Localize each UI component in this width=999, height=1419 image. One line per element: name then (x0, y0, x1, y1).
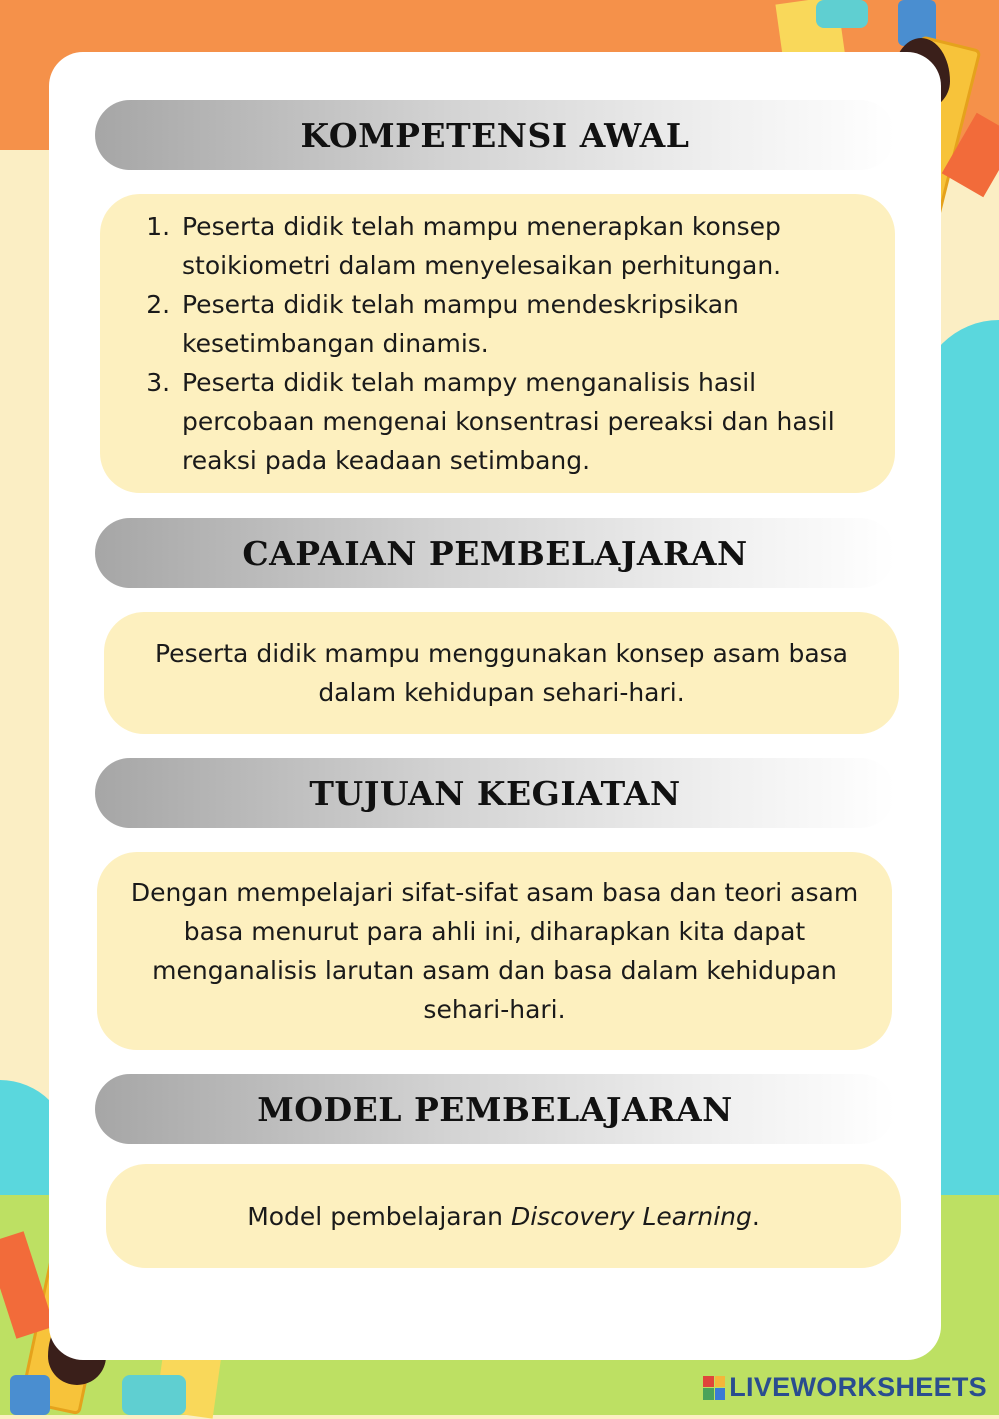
section-heading: CAPAIAN PEMBELAJARAN (242, 533, 748, 573)
kompetensi-awal-box (100, 194, 895, 493)
list-item: 1. Peserta didik telah mampu menerapkan konsep stoikiometri dalam menyelesaikan perhitungan. (178, 207, 895, 285)
heading-tujuan-kegiatan (95, 758, 895, 828)
tujuan-kegiatan-box (97, 852, 892, 1050)
list-item: 2. Peserta didik telah mampu mendeskripsikan kesetimbangan dinamis. (178, 285, 895, 363)
section-heading: KOMPETENSI AWAL (300, 115, 690, 155)
section-heading: MODEL PEMBELAJARAN (257, 1089, 733, 1129)
model-text-suffix: . (751, 1201, 760, 1231)
section-heading: TUJUAN KEGIATAN (309, 773, 681, 813)
list-item: 3. Peserta didik telah mampy menganalisis hasil percobaan mengenai konsentrasi pereaksi dan hasil reaksi pada keadaan setimbang. (178, 363, 895, 480)
model-text-emphasis: Discovery Learning (510, 1201, 752, 1231)
heading-model-pembelajaran (95, 1074, 895, 1144)
kompetensi-list (100, 207, 895, 480)
liveworksheets-logo[interactable] (703, 1372, 987, 1403)
capaian-pembelajaran-box (104, 612, 899, 734)
paintbrush-handle (10, 1375, 50, 1415)
model-text (247, 1197, 760, 1236)
capaian-text: Peserta didik mampu menggunakan konsep asam basa dalam kehidupan sehari-hari. (155, 639, 848, 707)
model-pembelajaran-box (106, 1164, 901, 1268)
liveworksheets-logo-icon (703, 1376, 725, 1400)
liveworksheets-brand: LIVEWORKSHEETS (729, 1372, 987, 1402)
sharpener-icon (122, 1375, 186, 1415)
heading-kompetensi-awal (95, 100, 895, 170)
tujuan-text: Dengan mempelajari sifat-sifat asam basa dan teori asam basa menurut para ahli ini, diharapkan kita dapat menganalisis larutan asam dan basa dalam kehidupan sehari-hari. (130, 878, 859, 1024)
heading-capaian-pembelajaran (95, 518, 895, 588)
model-text-prefix: Model pembelajaran (247, 1201, 511, 1231)
sharpener-icon (816, 0, 868, 28)
